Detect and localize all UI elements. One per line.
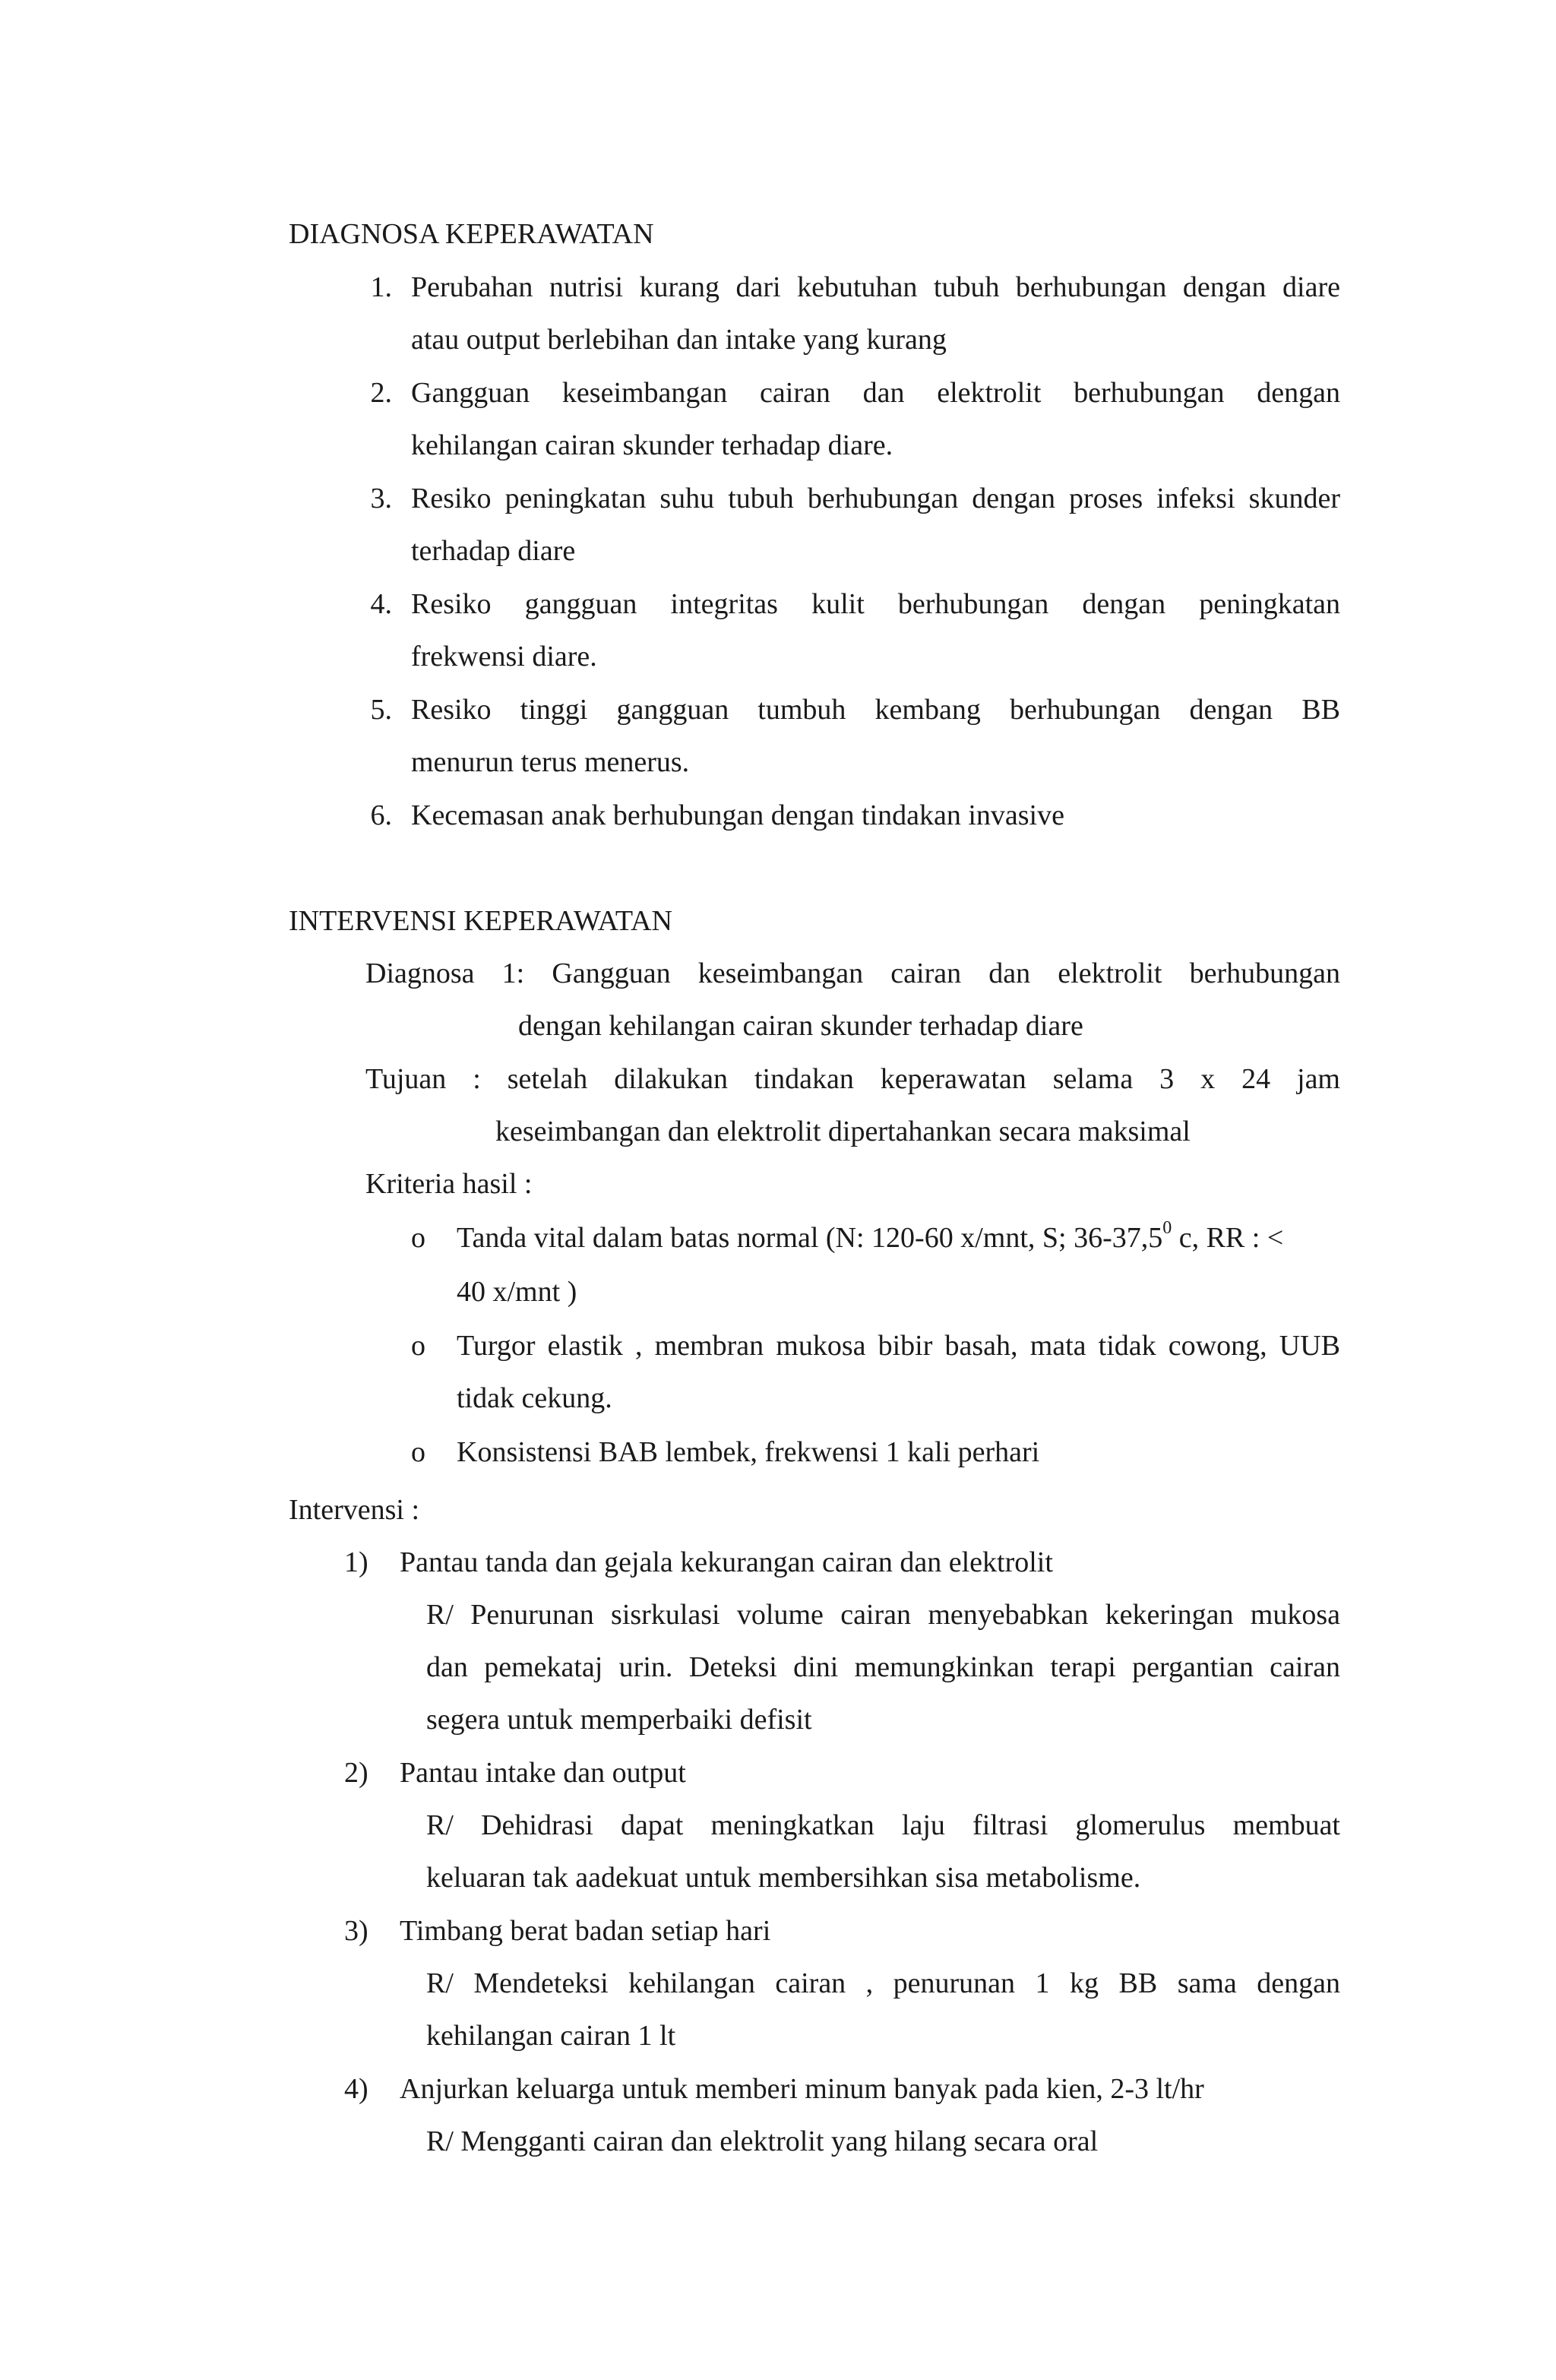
list-number: 3. [370,483,392,514]
rationale-text: segera untuk memperbaiki defisit [426,1704,812,1736]
intervention-title: Anjurkan keluarga untuk memberi minum banyak pada kien, 2-3 lt/hr [400,2073,1204,2105]
kriteria-text: c, RR : < [1172,1222,1284,1254]
kriteria-item-text [457,1220,1283,1255]
list-item-text: terhadap diare [411,535,576,567]
kriteria-item-text: 40 x/mnt ) [457,1276,577,1308]
list-item-text: Resiko tinggi gangguan tumbuh kembang berhubungan dengan BB [411,694,1340,726]
intervention-number: 1) [344,1546,368,1578]
rationale-text: dan pemekataj urin. Deteksi dini memungkinkan terapi pergantian cairan [426,1651,1340,1683]
list-item-text: Resiko gangguan integritas kulit berhubungan dengan peningkatan [411,588,1340,620]
section-heading-diagnosa: DIAGNOSA KEPERAWATAN [289,218,654,250]
list-number: 1. [370,271,392,303]
rationale-text: R/ Mendeteksi kehilangan cairan , penurunan 1 kg BB sama dengan [426,1967,1340,1999]
list-item-text: frekwensi diare. [411,641,597,673]
bullet-marker: o [411,1330,425,1362]
rationale-text: R/ Dehidrasi dapat meningkatkan laju filtrasi glomerulus membuat [426,1809,1340,1841]
rationale-text: R/ Penurunan sisrkulasi volume cairan menyebabkan kekeringan mukosa [426,1599,1340,1631]
list-item-text: Gangguan keseimbangan cairan dan elektrolit berhubungan dengan [411,377,1340,409]
rationale-text: R/ Mengganti cairan dan elektrolit yang hilang secara oral [426,2125,1099,2157]
intervensi-label: Intervensi : [289,1494,420,1526]
intervention-title: Pantau tanda dan gejala kekurangan cairan dan elektrolit [400,1546,1053,1578]
intervention-title: Pantau intake dan output [400,1757,686,1789]
superscript-degree: 0 [1162,1218,1172,1239]
list-number: 2. [370,377,392,409]
intervention-number: 2) [344,1757,368,1789]
kriteria-item-text: tidak cekung. [457,1382,612,1414]
kriteria-label: Kriteria hasil : [365,1168,533,1200]
section-heading-intervensi: INTERVENSI KEPERAWATAN [289,905,672,937]
list-item-text: Kecemasan anak berhubungan dengan tindakan invasive [411,799,1064,831]
rationale-text: keluaran tak aadekuat untuk membersihkan sisa metabolisme. [426,1862,1141,1894]
list-item-text: Resiko peningkatan suhu tubuh berhubungan dengan proses infeksi skunder [411,483,1340,514]
diagnosa-statement-cont: dengan kehilangan cairan skunder terhadap diare [518,1010,1083,1042]
intervention-number: 3) [344,1915,368,1947]
intervention-number: 4) [344,2073,368,2105]
list-item-text: Perubahan nutrisi kurang dari kebutuhan tubuh berhubungan dengan diare [411,271,1340,303]
rationale-text: kehilangan cairan 1 lt [426,2020,676,2052]
diagnosa-statement: Diagnosa 1: Gangguan keseimbangan cairan dan elektrolit berhubungan [365,957,1340,989]
intervention-title: Timbang berat badan setiap hari [400,1915,771,1947]
list-number: 6. [370,799,392,831]
list-number: 4. [370,588,392,620]
kriteria-item-text: Konsistensi BAB lembek, frekwensi 1 kali perhari [457,1436,1040,1468]
bullet-marker: o [411,1222,425,1254]
list-item-text: menurun terus menerus. [411,746,690,778]
bullet-marker: o [411,1436,425,1468]
list-item-text: kehilangan cairan skunder terhadap diare. [411,429,893,461]
kriteria-text: Tanda vital dalam batas normal (N: 120-60 x/mnt, S; 36-37,5 [457,1222,1163,1254]
tujuan-statement: Tujuan : setelah dilakukan tindakan keperawatan selama 3 x 24 jam [365,1063,1340,1095]
kriteria-item-text: Turgor elastik , membran mukosa bibir basah, mata tidak cowong, UUB [457,1330,1340,1362]
tujuan-statement-cont: keseimbangan dan elektrolit dipertahankan secara maksimal [495,1116,1191,1147]
list-item-text: atau output berlebihan dan intake yang kurang [411,324,947,356]
list-number: 5. [370,694,392,726]
